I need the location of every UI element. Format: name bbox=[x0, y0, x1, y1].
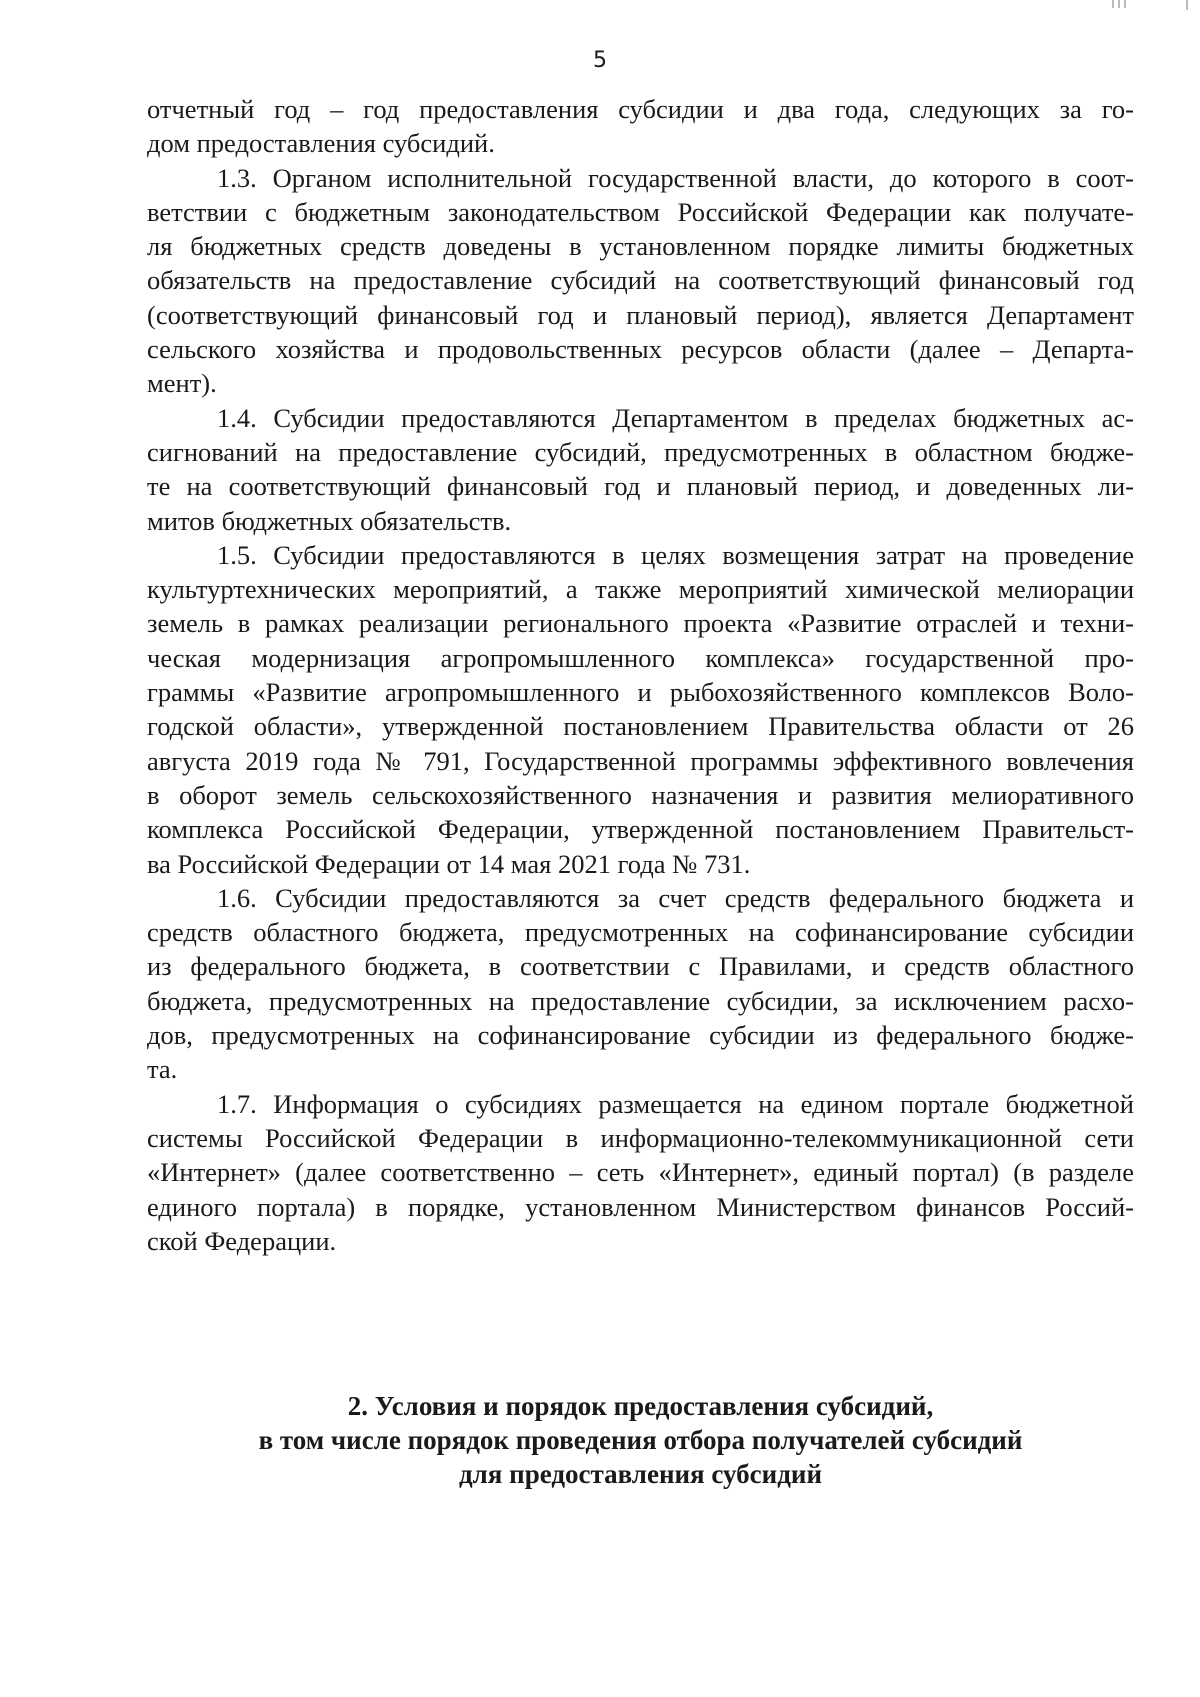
page-number: 5 bbox=[593, 48, 607, 73]
text-line: августа 2019 года № 791, Государственной программы эффективного вовлечения bbox=[147, 745, 1134, 776]
paragraph-1-6 bbox=[147, 881, 1134, 1087]
text-line: сельского хозяйства и продовольственных ресурсов области (далее – Департа- bbox=[147, 334, 1134, 365]
text-line: сигнований на предоставление субсидий, предусмотренных в областном бюдже- bbox=[147, 436, 1134, 467]
text-line: ля бюджетных средств доведены в установленном порядке лимиты бюджетных bbox=[147, 231, 1134, 262]
text-line: отчетный год – год предоставления субсидии и два года, следующих за го- bbox=[147, 94, 1134, 124]
text-line: та. bbox=[147, 1054, 178, 1085]
text-line: обязательств на предоставление субсидий на соответствующий финансовый год bbox=[147, 265, 1134, 296]
text-line: митов бюджетных обязательств. bbox=[147, 505, 512, 536]
section-heading bbox=[147, 1389, 1134, 1491]
text-line: ветствии с бюджетным законодательством Российской Федерации как получате- bbox=[147, 196, 1134, 227]
paragraph-1-5 bbox=[147, 538, 1134, 881]
text-line: мент). bbox=[147, 368, 217, 399]
text-line: системы Российской Федерации в информационно-телекоммуникационной сети bbox=[147, 1122, 1134, 1153]
text-line: (соответствующий финансовый год и плановый период), является Департамент bbox=[147, 299, 1134, 330]
text-line: граммы «Развитие агропромышленного и рыбохозяйственного комплексов Воло- bbox=[147, 677, 1134, 708]
text-line: 1.3. Органом исполнительной государственной власти, до которого в соот- bbox=[217, 162, 1134, 193]
heading-line: для предоставления субсидий bbox=[458, 1459, 822, 1489]
text-line: бюджета, предусмотренных на предоставление субсидии, за исключением расхо- bbox=[147, 985, 1134, 1016]
text-line: ческая модернизация агропромышленного комплекса» государственной про- bbox=[147, 642, 1134, 673]
text-line: дом предоставления субсидий. bbox=[147, 128, 495, 159]
paragraph-1-4 bbox=[147, 401, 1134, 538]
text-line: 1.7. Информация о субсидиях размещается на едином портале бюджетной bbox=[217, 1088, 1134, 1119]
text-line: культуртехнических мероприятий, а также мероприятий химической мелиорации bbox=[147, 574, 1134, 605]
paragraph-continuation bbox=[147, 92, 1134, 161]
scan-artifact-marks bbox=[1102, 0, 1192, 10]
text-line: годской области», утвержденной постановлением Правительства области от 26 bbox=[147, 711, 1134, 742]
text-line: единого портала) в порядке, установленном Министерством финансов Россий- bbox=[147, 1191, 1134, 1222]
heading-line: 2. Условия и порядок предоставления субсидий, bbox=[347, 1391, 934, 1421]
text-line: дов, предусмотренных на софинансирование субсидии из федерального бюдже- bbox=[147, 1020, 1134, 1051]
text-line: ва Российской Федерации от 14 мая 2021 года № 731. bbox=[147, 848, 751, 879]
paragraph-1-3 bbox=[147, 161, 1134, 401]
text-line: комплекса Российской Федерации, утвержденной постановлением Правительст- bbox=[147, 814, 1134, 845]
text-line: из федерального бюджета, в соответствии с Правилами, и средств областного bbox=[147, 951, 1134, 982]
text-line: в оборот земель сельскохозяйственного назначения и развития мелиоративного bbox=[147, 779, 1134, 810]
text-line: 1.6. Субсидии предоставляются за счет средств федерального бюджета и bbox=[217, 882, 1134, 913]
text-line: 1.5. Субсидии предоставляются в целях возмещения затрат на проведение bbox=[217, 539, 1134, 570]
text-line: «Интернет» (далее соответственно – сеть «Интернет», единый портал) (в разделе bbox=[147, 1157, 1134, 1188]
document-body bbox=[147, 92, 1134, 1258]
heading-line: в том числе порядок проведения отбора получателей субсидий bbox=[258, 1425, 1023, 1455]
paragraph-1-7 bbox=[147, 1087, 1134, 1258]
text-line: 1.4. Субсидии предоставляются Департаментом в пределах бюджетных ас- bbox=[217, 402, 1134, 433]
text-line: средств областного бюджета, предусмотренных на софинансирование субсидии bbox=[147, 917, 1134, 948]
text-line: ской Федерации. bbox=[147, 1225, 337, 1256]
text-line: те на соответствующий финансовый год и плановый период, и доведенных ли- bbox=[147, 471, 1134, 502]
text-line: земель в рамках реализации регионального проекта «Развитие отраслей и техни- bbox=[147, 608, 1134, 639]
